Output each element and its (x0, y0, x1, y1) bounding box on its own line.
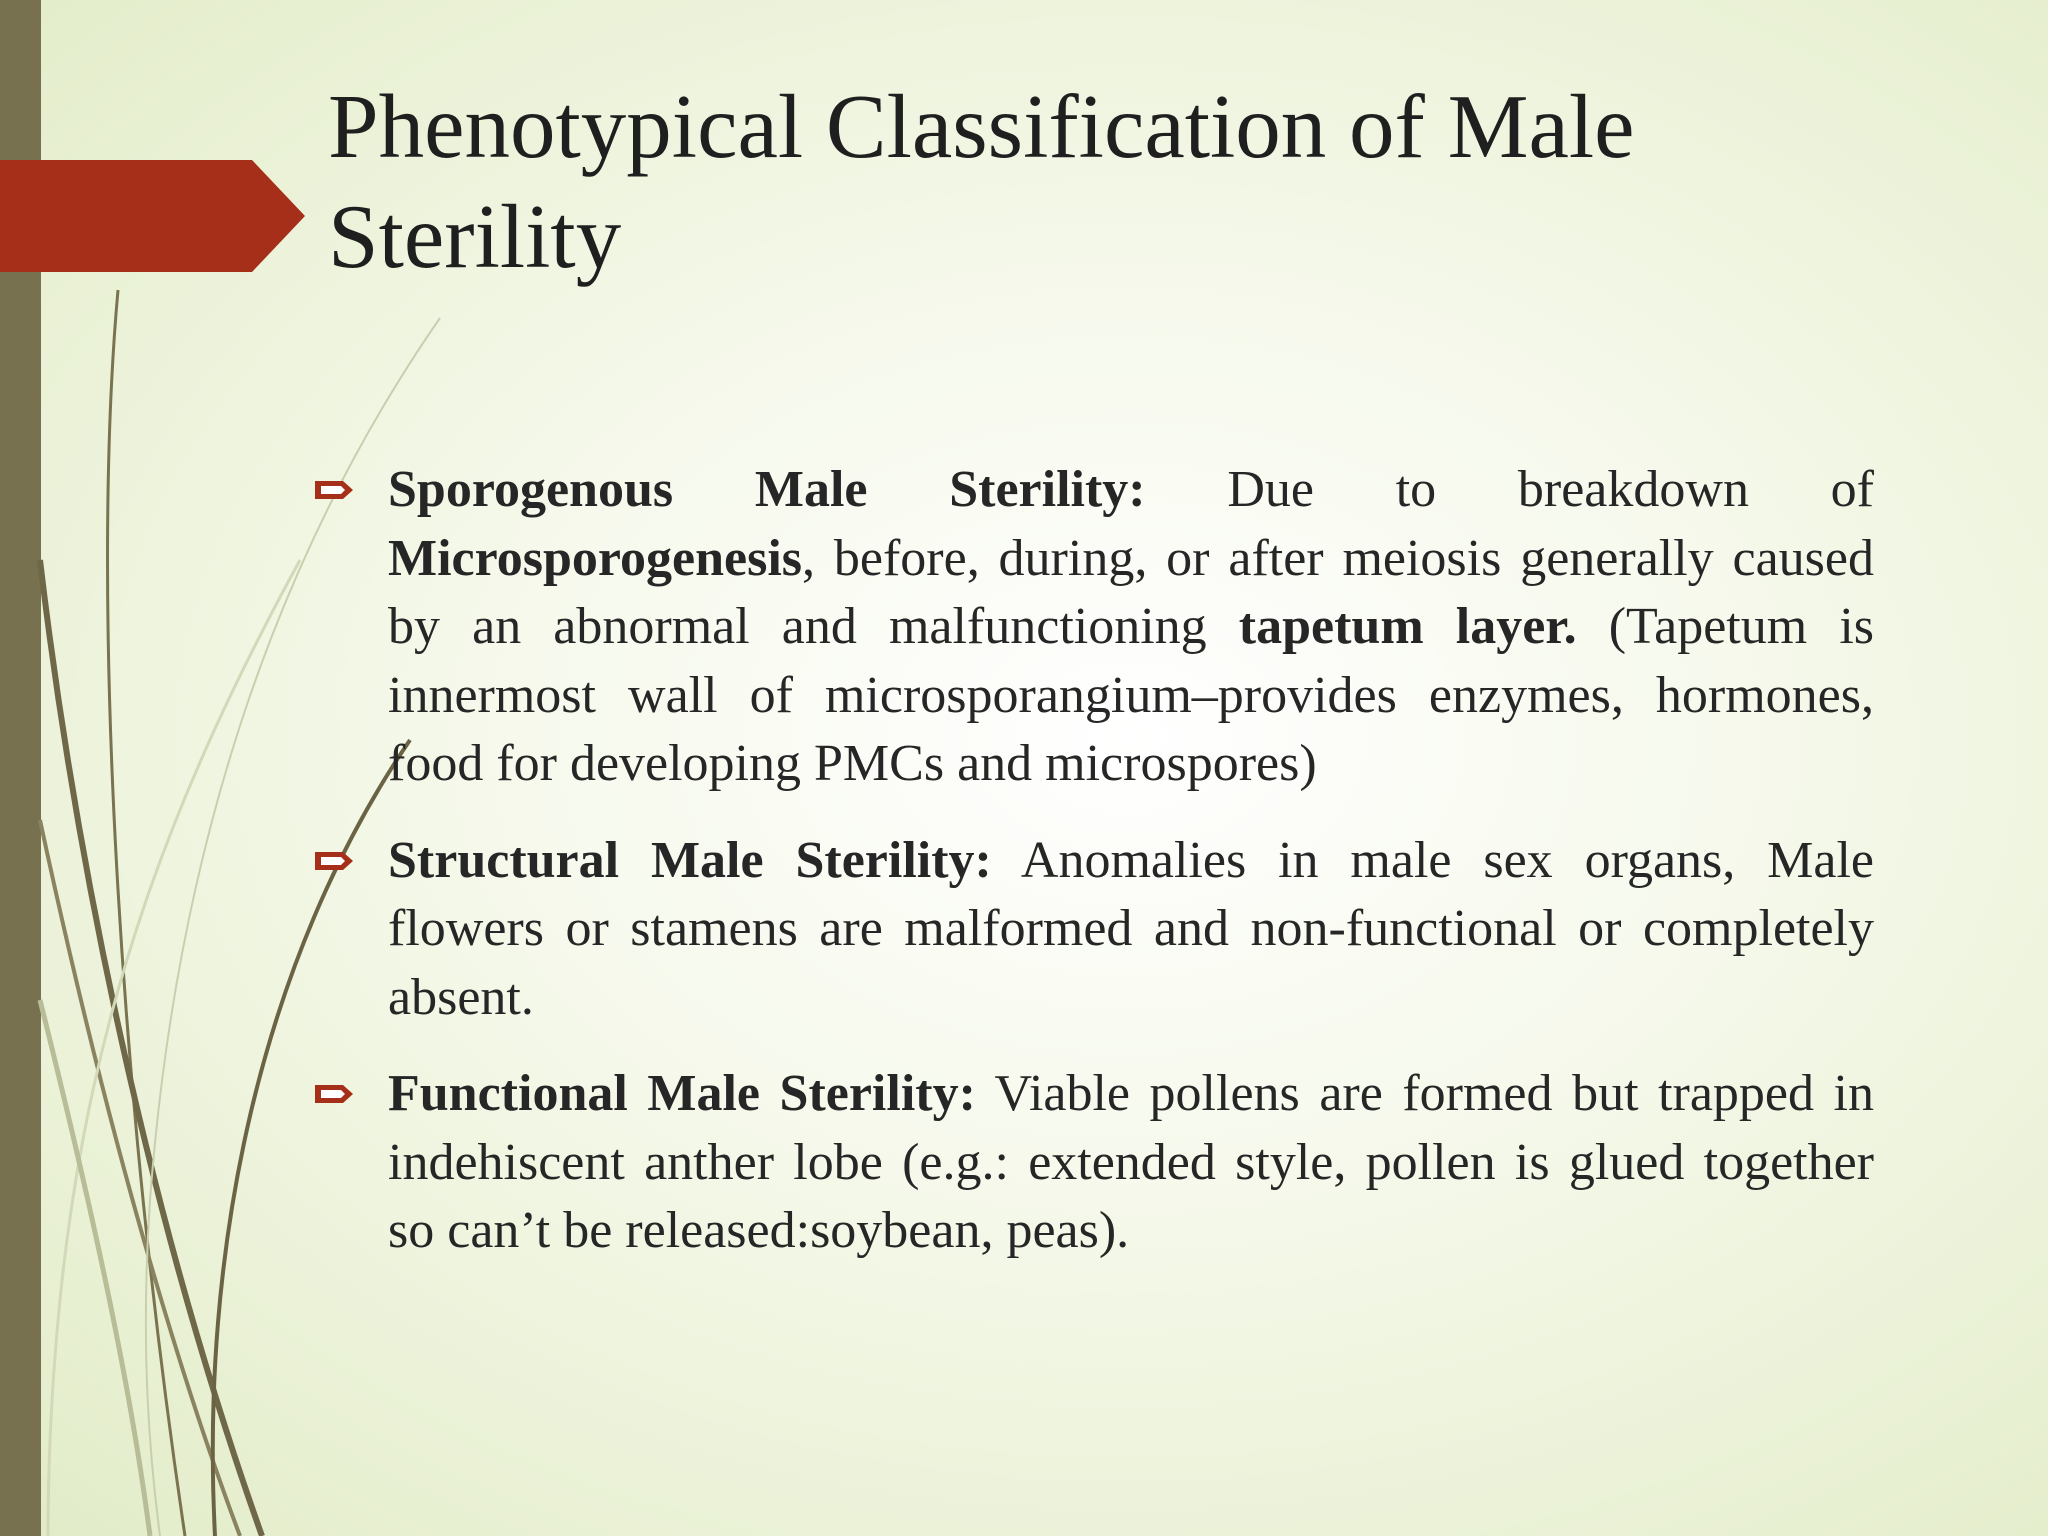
bullet-item-sporogenous (388, 456, 1874, 799)
arrow-bullet-icon (315, 849, 355, 873)
bullet-item-functional (388, 1060, 1874, 1266)
bullet-text: (Tapetum is innermost wall of microsporangium–provides enzymes, hormones, food for developing PMCs and microspores) (388, 598, 1874, 792)
arrow-bullet-icon (315, 1082, 355, 1106)
decor-curve (48, 560, 300, 1536)
bullet-text: , before, during, or after meiosis generally caused by an abnormal and malfunctioning (388, 529, 1874, 655)
bullet-heading: Sporogenous Male Sterility: (388, 461, 1146, 518)
bullet-bold-term: tapetum layer. (1238, 598, 1577, 655)
bullet-list (388, 456, 1874, 1294)
decor-curve (40, 560, 262, 1536)
arrow-bullet-icon (315, 478, 355, 502)
decor-curve (213, 740, 410, 1536)
bullet-bold-term: Microsporogenesis (388, 529, 803, 587)
bullet-heading: Functional Male Sterility: (388, 1065, 976, 1122)
bullet-text: Viable pollens are formed but trapped in indehiscent anther lobe (e.g.: extended style, pollen is glued together so can’t be released:soybean, peas). (388, 1065, 1874, 1259)
bullet-text: Anomalies in male sex organs, Male flowers or stamens are malformed and non-functional or completely absent. (388, 831, 1875, 1026)
title-accent-arrow (0, 160, 305, 272)
slide-title: Phenotypical Classification of Male Sterility (328, 76, 1635, 287)
bullet-item-structural (388, 827, 1874, 1033)
bullet-heading: Structural Male Sterility: (388, 831, 992, 889)
bullet-text: Due to breakdown of (1145, 461, 1874, 518)
